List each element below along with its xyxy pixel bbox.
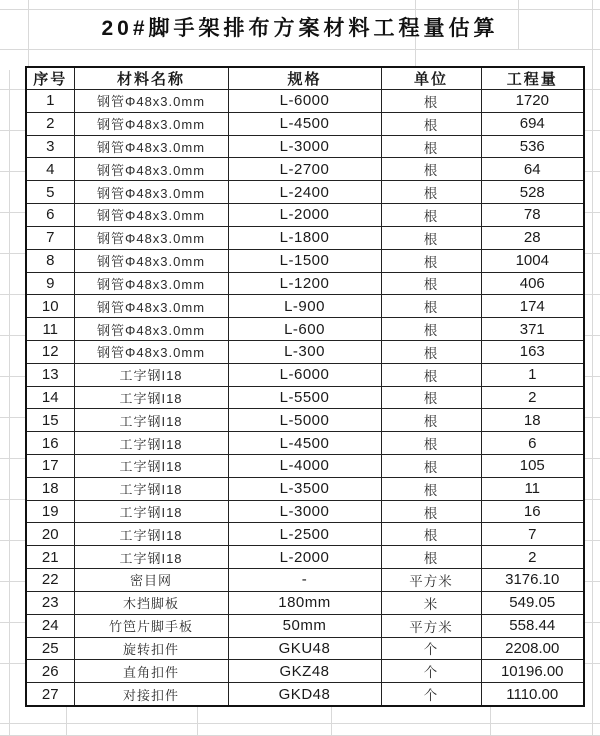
table-row	[26, 409, 584, 432]
cell-material-name[interactable]: 钢管Φ48x3.0mm	[74, 112, 228, 135]
cell-material-name[interactable]: 工字钢I18	[74, 455, 228, 478]
cell-spec[interactable]: L-5000	[228, 409, 381, 432]
cell-index[interactable]: 14	[26, 386, 74, 409]
cell-index[interactable]: 20	[26, 523, 74, 546]
cell-unit[interactable]: 米	[381, 591, 481, 614]
table-row	[26, 683, 584, 706]
gridline	[0, 723, 600, 724]
table-row	[26, 90, 584, 113]
cell-material-name[interactable]: 工字钢I18	[74, 409, 228, 432]
gridline-strip-right	[584, 89, 600, 689]
column-header[interactable]: 序号	[26, 67, 74, 90]
cell-spec[interactable]: L-6000	[228, 90, 381, 113]
cell-unit[interactable]: 根	[381, 135, 481, 158]
cell-material-name[interactable]: 工字钢I18	[74, 432, 228, 455]
cell-unit[interactable]: 根	[381, 249, 481, 272]
table-row	[26, 272, 584, 295]
table-row	[26, 546, 584, 569]
cell-unit[interactable]: 根	[381, 432, 481, 455]
cell-unit[interactable]: 根	[381, 546, 481, 569]
cell-quantity[interactable]: 28	[481, 226, 584, 249]
cell-spec[interactable]: L-3500	[228, 477, 381, 500]
table-row	[26, 204, 584, 227]
cell-index[interactable]: 5	[26, 181, 74, 204]
table-row	[26, 181, 584, 204]
cell-unit[interactable]: 个	[381, 660, 481, 683]
header-row	[26, 67, 584, 90]
cell-quantity[interactable]: 105	[481, 455, 584, 478]
table-row	[26, 112, 584, 135]
cell-material-name[interactable]: 工字钢I18	[74, 546, 228, 569]
cell-spec[interactable]: L-1200	[228, 272, 381, 295]
cell-material-name[interactable]: 工字钢I18	[74, 500, 228, 523]
cell-material-name[interactable]: 工字钢I18	[74, 386, 228, 409]
cell-quantity[interactable]: 1004	[481, 249, 584, 272]
cell-unit[interactable]: 根	[381, 523, 481, 546]
table-row	[26, 135, 584, 158]
cell-spec[interactable]: L-2500	[228, 523, 381, 546]
cell-unit[interactable]: 根	[381, 477, 481, 500]
cell-spec[interactable]: GKZ48	[228, 660, 381, 683]
cell-spec[interactable]: L-300	[228, 340, 381, 363]
gridline	[0, 9, 600, 10]
cell-material-name[interactable]: 钢管Φ48x3.0mm	[74, 295, 228, 318]
cell-spec[interactable]: L-4000	[228, 455, 381, 478]
cell-index[interactable]: 17	[26, 455, 74, 478]
cell-unit[interactable]: 根	[381, 272, 481, 295]
cell-quantity[interactable]: 2208.00	[481, 637, 584, 660]
cell-material-name[interactable]: 对接扣件	[74, 683, 228, 706]
cell-unit[interactable]: 根	[381, 340, 481, 363]
cell-quantity[interactable]: 174	[481, 295, 584, 318]
table-row	[26, 158, 584, 181]
gridline	[66, 707, 67, 736]
cell-quantity[interactable]: 64	[481, 158, 584, 181]
cell-index[interactable]: 18	[26, 477, 74, 500]
table-row	[26, 591, 584, 614]
cell-quantity[interactable]: 1	[481, 363, 584, 386]
cell-quantity[interactable]: 3176.10	[481, 569, 584, 592]
cell-spec[interactable]: L-6000	[228, 363, 381, 386]
cell-unit[interactable]: 平方米	[381, 569, 481, 592]
cell-unit[interactable]: 根	[381, 318, 481, 341]
cell-spec[interactable]: L-1500	[228, 249, 381, 272]
cell-material-name[interactable]: 钢管Φ48x3.0mm	[74, 318, 228, 341]
table-row	[26, 226, 584, 249]
cell-index[interactable]: 19	[26, 500, 74, 523]
cell-material-name[interactable]: 旋转扣件	[74, 637, 228, 660]
gridline	[197, 707, 198, 736]
cell-material-name[interactable]: 钢管Φ48x3.0mm	[74, 158, 228, 181]
cell-quantity[interactable]: 7	[481, 523, 584, 546]
cell-index[interactable]: 2	[26, 112, 74, 135]
cell-index[interactable]: 24	[26, 614, 74, 637]
table-row	[26, 660, 584, 683]
cell-quantity[interactable]: 2	[481, 386, 584, 409]
cell-spec[interactable]: 50mm	[228, 614, 381, 637]
cell-unit[interactable]: 根	[381, 363, 481, 386]
cell-quantity[interactable]: 16	[481, 500, 584, 523]
cell-spec[interactable]: L-3000	[228, 500, 381, 523]
column-header[interactable]: 单位	[381, 67, 481, 90]
cell-spec[interactable]: L-1800	[228, 226, 381, 249]
table-row	[26, 523, 584, 546]
cell-unit[interactable]: 根	[381, 386, 481, 409]
cell-material-name[interactable]: 钢管Φ48x3.0mm	[74, 272, 228, 295]
cell-index[interactable]: 21	[26, 546, 74, 569]
materials-table	[25, 66, 585, 707]
cell-spec[interactable]: L-2400	[228, 181, 381, 204]
cell-index[interactable]: 9	[26, 272, 74, 295]
gridline	[331, 707, 332, 736]
cell-material-name[interactable]: 密目网	[74, 569, 228, 592]
cell-quantity[interactable]: 78	[481, 204, 584, 227]
cell-unit[interactable]: 根	[381, 409, 481, 432]
cell-quantity[interactable]: 11	[481, 477, 584, 500]
cell-material-name[interactable]: 钢管Φ48x3.0mm	[74, 204, 228, 227]
table-row	[26, 386, 584, 409]
cell-spec[interactable]: L-4500	[228, 432, 381, 455]
cell-index[interactable]: 6	[26, 204, 74, 227]
column-header[interactable]: 规格	[228, 67, 381, 90]
cell-quantity[interactable]: 549.05	[481, 591, 584, 614]
cell-unit[interactable]: 根	[381, 112, 481, 135]
cell-spec[interactable]: L-2700	[228, 158, 381, 181]
cell-index[interactable]: 13	[26, 363, 74, 386]
table-row	[26, 318, 584, 341]
cell-spec[interactable]: L-2000	[228, 204, 381, 227]
cell-spec[interactable]: L-900	[228, 295, 381, 318]
table-row	[26, 432, 584, 455]
cell-spec[interactable]: L-600	[228, 318, 381, 341]
cell-spec[interactable]: L-4500	[228, 112, 381, 135]
cell-index[interactable]: 22	[26, 569, 74, 592]
cell-index[interactable]: 23	[26, 591, 74, 614]
cell-quantity[interactable]: 18	[481, 409, 584, 432]
cell-material-name[interactable]: 直角扣件	[74, 660, 228, 683]
cell-material-name[interactable]: 钢管Φ48x3.0mm	[74, 249, 228, 272]
cell-quantity[interactable]: 536	[481, 135, 584, 158]
cell-unit[interactable]: 根	[381, 455, 481, 478]
table-row	[26, 455, 584, 478]
cell-unit[interactable]: 根	[381, 90, 481, 113]
cell-index[interactable]: 10	[26, 295, 74, 318]
page-title: 20#脚手架排布方案材料工程量估算	[101, 17, 499, 40]
gridline	[490, 707, 491, 736]
table-row	[26, 569, 584, 592]
table-row	[26, 340, 584, 363]
cell-quantity[interactable]: 1720	[481, 90, 584, 113]
cell-quantity[interactable]: 406	[481, 272, 584, 295]
cell-index[interactable]: 7	[26, 226, 74, 249]
table-row	[26, 295, 584, 318]
table-row	[26, 614, 584, 637]
cell-spec[interactable]: 180mm	[228, 591, 381, 614]
cell-index[interactable]: 3	[26, 135, 74, 158]
cell-unit[interactable]: 根	[381, 158, 481, 181]
table-body	[26, 90, 584, 707]
cell-quantity[interactable]: 163	[481, 340, 584, 363]
cell-material-name[interactable]: 钢管Φ48x3.0mm	[74, 181, 228, 204]
cell-quantity[interactable]: 2	[481, 546, 584, 569]
cell-material-name[interactable]: 钢管Φ48x3.0mm	[74, 90, 228, 113]
cell-index[interactable]: 12	[26, 340, 74, 363]
cell-index[interactable]: 8	[26, 249, 74, 272]
cell-quantity[interactable]: 694	[481, 112, 584, 135]
cell-quantity[interactable]: 6	[481, 432, 584, 455]
cell-index[interactable]: 1	[26, 90, 74, 113]
cell-quantity[interactable]: 371	[481, 318, 584, 341]
cell-spec[interactable]: -	[228, 569, 381, 592]
cell-spec[interactable]: L-5500	[228, 386, 381, 409]
cell-spec[interactable]: L-3000	[228, 135, 381, 158]
column-header[interactable]: 材料名称	[74, 67, 228, 90]
cell-material-name[interactable]: 竹笆片脚手板	[74, 614, 228, 637]
table-row	[26, 637, 584, 660]
cell-spec[interactable]: GKU48	[228, 637, 381, 660]
cell-material-name[interactable]: 工字钢I18	[74, 477, 228, 500]
cell-material-name[interactable]: 木挡脚板	[74, 591, 228, 614]
cell-material-name[interactable]: 工字钢I18	[74, 523, 228, 546]
cell-unit[interactable]: 根	[381, 295, 481, 318]
cell-material-name[interactable]: 钢管Φ48x3.0mm	[74, 340, 228, 363]
table-row	[26, 363, 584, 386]
cell-quantity[interactable]: 1110.00	[481, 683, 584, 706]
cell-material-name[interactable]: 钢管Φ48x3.0mm	[74, 135, 228, 158]
cell-spec[interactable]: L-2000	[228, 546, 381, 569]
table-row	[26, 500, 584, 523]
column-header[interactable]: 工程量	[481, 67, 584, 90]
cell-index[interactable]: 26	[26, 660, 74, 683]
cell-unit[interactable]: 平方米	[381, 614, 481, 637]
cell-unit[interactable]: 根	[381, 500, 481, 523]
cell-unit[interactable]: 个	[381, 637, 481, 660]
cell-unit[interactable]: 根	[381, 226, 481, 249]
cell-index[interactable]: 25	[26, 637, 74, 660]
cell-quantity[interactable]: 558.44	[481, 614, 584, 637]
cell-index[interactable]: 16	[26, 432, 74, 455]
cell-spec[interactable]: GKD48	[228, 683, 381, 706]
cell-quantity[interactable]: 10196.00	[481, 660, 584, 683]
cell-index[interactable]: 27	[26, 683, 74, 706]
table-row	[26, 249, 584, 272]
gridline	[0, 49, 600, 50]
cell-index[interactable]: 4	[26, 158, 74, 181]
cell-unit[interactable]: 根	[381, 181, 481, 204]
cell-index[interactable]: 11	[26, 318, 74, 341]
gridline-strip-left	[0, 89, 25, 689]
cell-material-name[interactable]: 钢管Φ48x3.0mm	[74, 226, 228, 249]
cell-unit[interactable]: 根	[381, 204, 481, 227]
table-row	[26, 477, 584, 500]
cell-index[interactable]: 15	[26, 409, 74, 432]
cell-unit[interactable]: 个	[381, 683, 481, 706]
cell-material-name[interactable]: 工字钢I18	[74, 363, 228, 386]
cell-quantity[interactable]: 528	[481, 181, 584, 204]
